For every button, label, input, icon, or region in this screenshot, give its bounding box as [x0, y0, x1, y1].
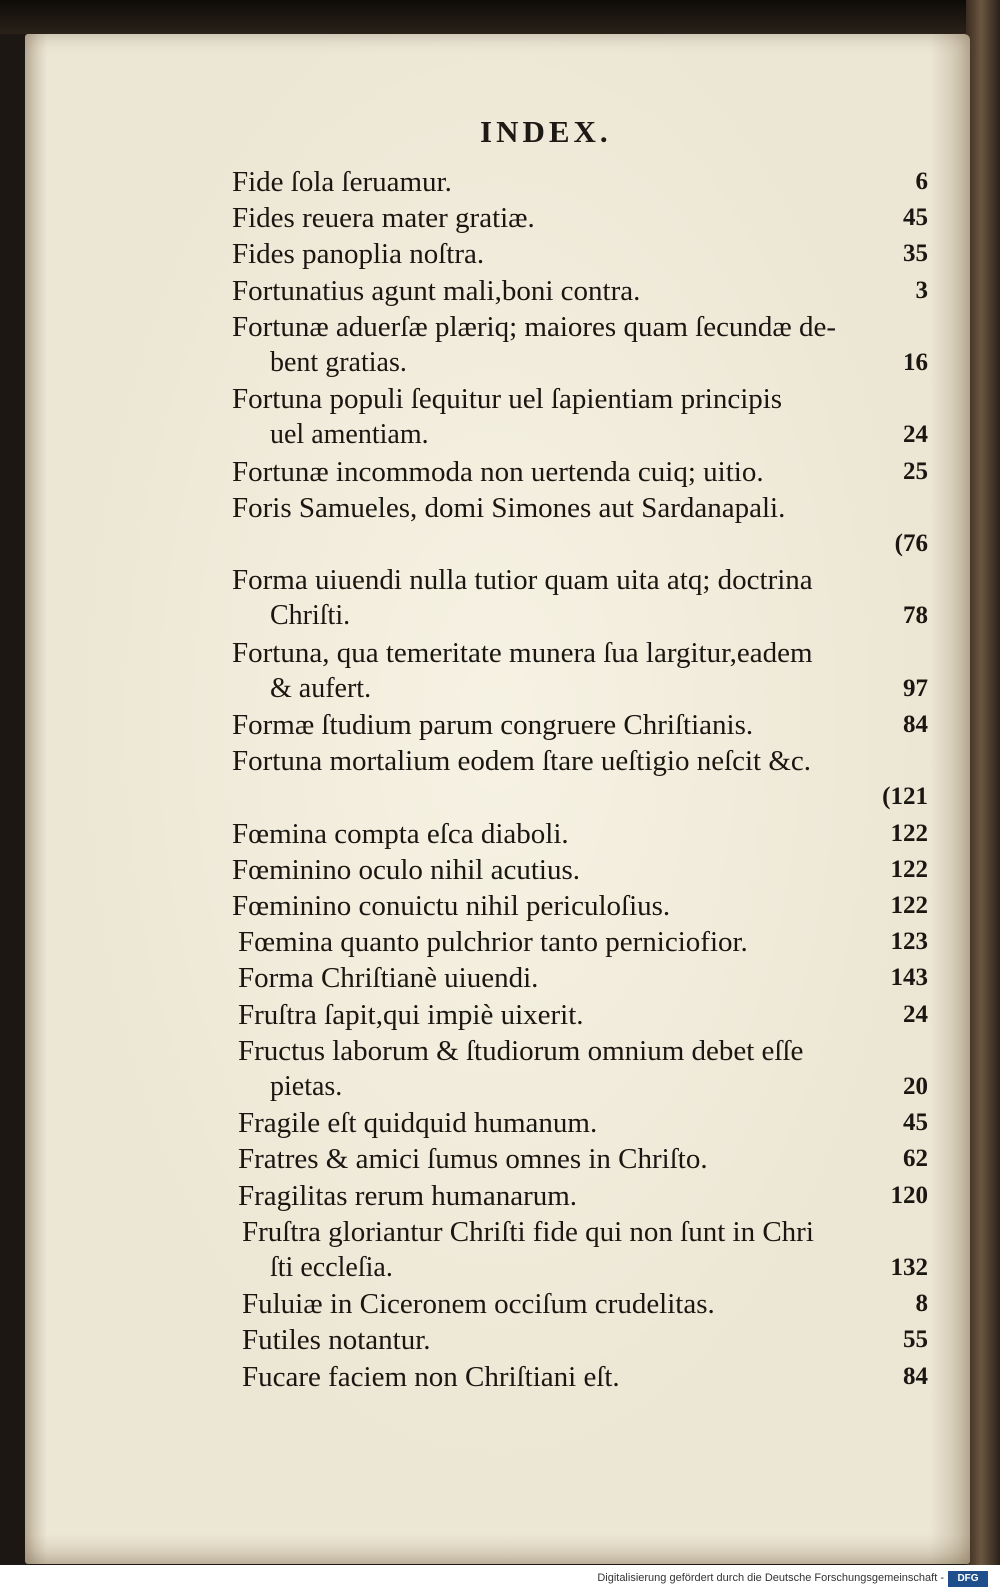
- index-entry-text: Fides panoplia noſtra.: [232, 238, 485, 270]
- index-entry-page: 84: [903, 711, 928, 738]
- book-page-edge: [966, 0, 1000, 1565]
- index-entry-text: Fœmina quanto pulchrior tanto perniciofior.: [238, 926, 748, 958]
- index-entry-text: pietas.: [270, 1071, 343, 1102]
- index-entry-text: Fide ſola ſeruamur.: [232, 166, 452, 198]
- index-entry-text: uel amentiam.: [270, 419, 429, 450]
- dfg-logo: DFG: [948, 1571, 988, 1587]
- index-entry-text: Fortunatius agunt mali,boni contra.: [232, 275, 641, 307]
- index-entry-text: Fuluiæ in Ciceronem occiſum crudelitas.: [242, 1288, 715, 1320]
- footer-bar: [0, 1565, 1000, 1596]
- index-entry-text: Formæ ſtudium parum congruere Chriſtianis.: [232, 709, 754, 741]
- index-entry-page: 55: [903, 1326, 928, 1353]
- index-entry-page: 35: [903, 240, 928, 267]
- index-entry-page: 122: [890, 856, 928, 883]
- index-entry-page: 45: [903, 1109, 928, 1136]
- index-entry-text: Fragilitas rerum humanarum.: [238, 1180, 578, 1212]
- index-entry-text: bent gratias.: [270, 347, 407, 378]
- index-entry-text: Fructus laborum & ſtudiorum omnium debet eſſe: [238, 1035, 804, 1067]
- index-entry-text: Fragile eſt quidquid humanum.: [238, 1107, 598, 1139]
- index-entry-page: 132: [890, 1254, 928, 1281]
- index-entry-text: Fruſtra gloriantur Chriſti fide qui non ſunt in Chri: [242, 1216, 814, 1248]
- index-entry-text: Fucare faciem non Chriſtiani eſt.: [242, 1361, 620, 1393]
- index-entry-text: Fortuna mortalium eodem ſtare ueſtigio neſcit &c.: [232, 745, 812, 777]
- index-entry-text: Forma Chriſtianè uiuendi.: [238, 962, 539, 994]
- index-entry-page: (76: [894, 530, 928, 557]
- index-entry-page: 122: [890, 820, 928, 847]
- scan-top-border: [0, 0, 1000, 34]
- index-entry-text: Fratres & amici ſumus omnes in Chriſto.: [238, 1143, 708, 1175]
- index-entry-text: Forma uiuendi nulla tutior quam uita atq; doctrina: [232, 564, 813, 596]
- index-entry-page: 123: [890, 928, 928, 955]
- index-entry-page: 24: [903, 421, 928, 448]
- index-entry-page: 16: [903, 349, 928, 376]
- index-entry-page: 78: [903, 602, 928, 629]
- index-entry-text: Fœmina compta eſca diaboli.: [232, 818, 569, 850]
- index-entry-text: Fortuna populi ſequitur uel ſapientiam principis: [232, 383, 783, 415]
- index-entry-page: 24: [903, 1001, 928, 1028]
- index-entry-text: Fortuna, qua temeritate munera ſua largitur,eadem: [232, 637, 813, 669]
- footer-credit: Digitalisierung gefördert durch die Deutsche Forschungsgemeinschaft -: [597, 1572, 944, 1584]
- index-entry-page: (121: [882, 783, 928, 810]
- index-entry-text: Fruſtra ſapit,qui impiè uixerit.: [238, 999, 584, 1031]
- index-entry-text: Futiles notantur.: [242, 1324, 431, 1356]
- index-entry-page: 6: [915, 168, 928, 195]
- index-entry-text: & aufert.: [270, 673, 372, 704]
- index-entry-page: 84: [903, 1363, 928, 1390]
- index-entry-text: Chriſti.: [270, 600, 351, 631]
- index-entry-page: 143: [890, 964, 928, 991]
- running-head: INDEX.: [480, 114, 612, 149]
- index-entry-page: 20: [903, 1073, 928, 1100]
- index-entry-page: 97: [903, 675, 928, 702]
- index-entry-page: 122: [890, 892, 928, 919]
- index-entry-page: 8: [915, 1290, 928, 1317]
- index-entry-text: Fides reuera mater gratiæ.: [232, 202, 535, 234]
- index-entry-page: 62: [903, 1145, 928, 1172]
- index-entry-text: Fœminino oculo nihil acutius.: [232, 854, 580, 886]
- index-entry-page: 45: [903, 204, 928, 231]
- index-entry-text: Fœminino conuictu nihil periculoſius.: [232, 890, 671, 922]
- index-entry-text: Fortunæ incommoda non uertenda cuiq; uitio.: [232, 456, 764, 488]
- index-entry-text: Fortunæ aduerſæ plæriq; maiores quam ſecundæ de-: [232, 311, 837, 343]
- index-entry-text: Foris Samueles, domi Simones aut Sardanapali.: [232, 492, 786, 524]
- index-entry-page: 25: [903, 458, 928, 485]
- index-entry-text: ſti eccleſia.: [270, 1252, 393, 1283]
- index-entry-page: 3: [915, 277, 928, 304]
- book-page: [25, 34, 970, 1564]
- index-entry-page: 120: [890, 1182, 928, 1209]
